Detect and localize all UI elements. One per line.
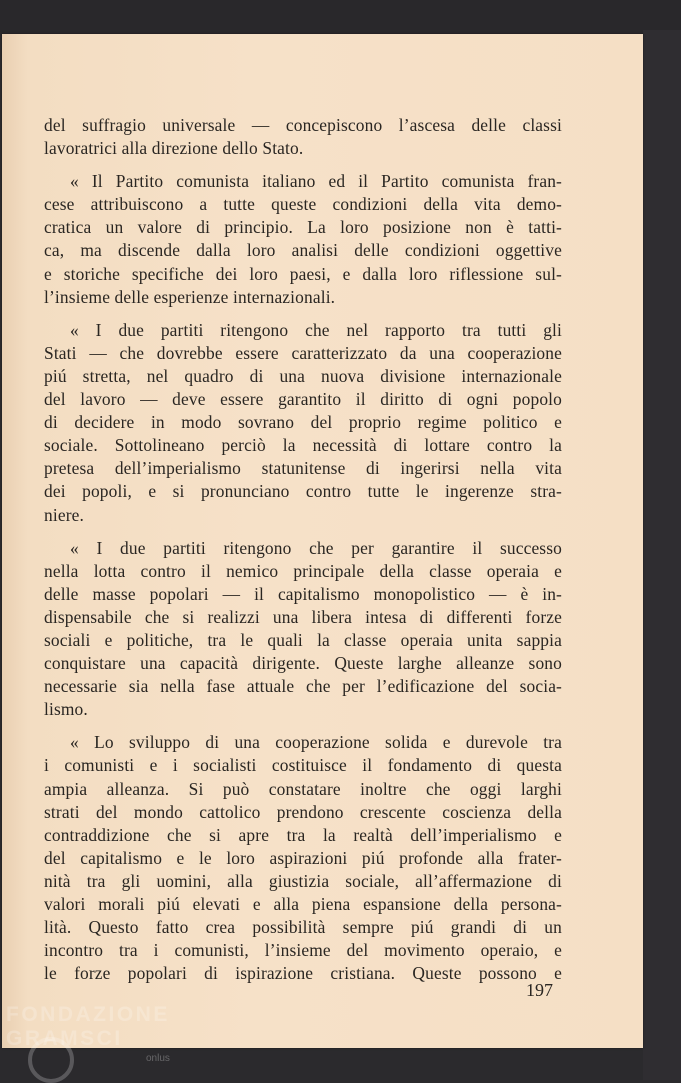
text-line: ca, ma discende dalla loro analisi delle condizioni oggettive (44, 240, 562, 261)
text-line: cese attribuiscono a tutte queste condizioni della vita demo- (44, 194, 562, 215)
text-line: cratica un valore di principio. La loro posizione non è tatti- (44, 217, 562, 238)
text-line: delle masse popolari — il capitalismo monopolistico — è in- (44, 583, 562, 604)
text-line: « I due partiti ritengono che per garantire il successo (70, 537, 562, 558)
text-line: Stati — che dovrebbe essere caratterizzato da una cooperazione (44, 342, 562, 363)
text-line: lismo. (44, 699, 88, 720)
page-number: 197 (526, 980, 553, 1000)
text-line: valori morali piú elevati e alla piena espansione della persona- (44, 894, 562, 914)
watermark-name: FONDAZIONE GRAMSCI (6, 1003, 170, 1050)
text-line: e storiche specifiche dei loro paesi, e dalla loro riflessione sul- (44, 263, 562, 284)
watermark-g-icon (28, 1037, 74, 1083)
text-line: di decidere in modo sovrano del proprio regime politico e (44, 412, 562, 433)
text-line: niere. (44, 504, 85, 525)
body-text (44, 114, 562, 985)
text-line: necessarie sia nella fase attuale che per l’edificazione del socia- (44, 676, 562, 697)
text-line: « Lo sviluppo di una cooperazione solida e durevole tra (70, 732, 562, 753)
text-line: incontro tra i comunisti, l’insieme del movimento operaio, e (44, 940, 562, 961)
text-line: « Il Partito comunista italiano ed il Partito comunista fran- (70, 171, 562, 192)
text-line: del suffragio universale — concepiscono l’ascesa delle classi (44, 115, 562, 135)
text-line: conquistare una capacità dirigente. Queste larghe alleanze sono (44, 653, 562, 674)
watermark-suffix: onlus (146, 1053, 170, 1064)
text-line: strati del mondo cattolico prendono crescente coscienza della (44, 801, 562, 822)
text-line: piú stretta, nel quadro di una nuova divisione internazionale (44, 365, 562, 386)
text-line: le forze popolari di ispirazione cristiana. Queste possono e (44, 963, 562, 984)
text-line: nità tra gli uomini, alla giustizia sociale, all’affermazione di (44, 870, 562, 891)
text-line: dispensabile che si realizzi una libera intesa di differenti forze (44, 606, 562, 627)
scan-background-right (643, 30, 681, 1080)
text-line: contraddizione che si apre tra la realtà dell’imperialismo e (44, 824, 562, 845)
text-line: sociale. Sottolineano perciò la necessità di lottare contro la (44, 435, 562, 456)
text-line: del lavoro — deve essere garantito il diritto di ogni popolo (44, 389, 562, 410)
text-line: dei popoli, e si pronunciano contro tutte le ingerenze stra- (44, 481, 562, 502)
text-line: ampia alleanza. Si può constatare inoltre che oggi larghi (44, 778, 562, 799)
text-line: l’insieme delle esperienze internazionali. (44, 286, 336, 307)
text-line: pretesa dell’imperialismo statunitense di ingerirsi nella vita (44, 458, 562, 479)
text-line: lavoratrici alla direzione dello Stato. (44, 138, 304, 159)
scan-background-top (0, 0, 681, 34)
text-line: sociali e politiche, tra le quali la classe operaia unita sappia (44, 629, 562, 650)
text-line: « I due partiti ritengono che nel rapporto tra tutti gli (70, 319, 562, 340)
text-line: i comunisti e i socialisti costituisce il fondamento di questa (44, 755, 562, 776)
text-line: del capitalismo e le loro aspirazioni piú profonde alla frater- (44, 847, 562, 868)
text-line: nella lotta contro il nemico principale della classe operaia e (44, 560, 562, 581)
text-line: lità. Questo fatto crea possibilità sempre piú grandi di un (44, 917, 562, 938)
watermark-logo (6, 1003, 266, 1079)
